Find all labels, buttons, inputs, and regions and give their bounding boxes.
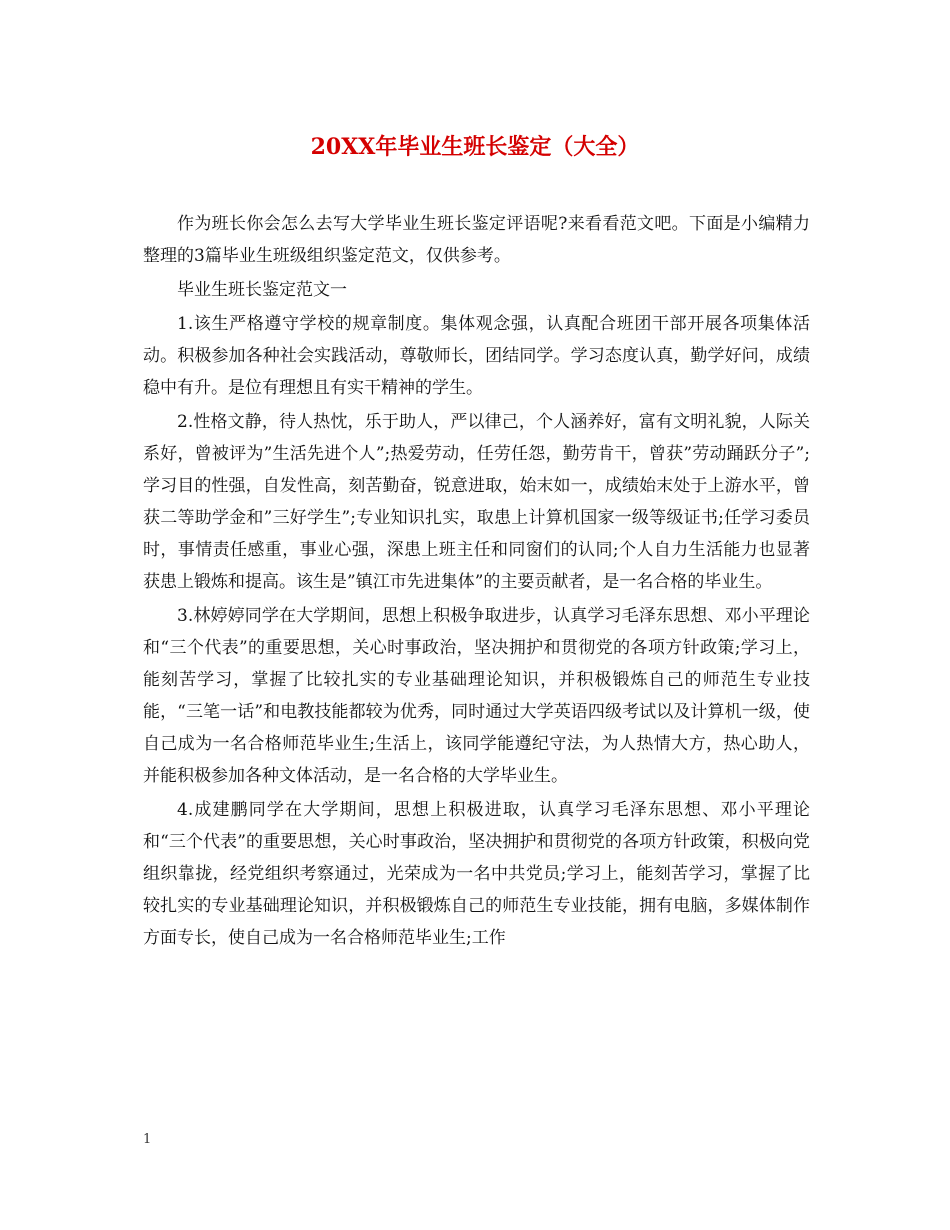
paragraph-item-2: 2.性格文静，待人热忱，乐于助人，严以律己，个人涵养好，富有文明礼貌，人际关系好，曾被评为”生活先进个人”;热爱劳动，任劳任怨，勤劳肯干，曾获”劳动踊跃分子”;学习目的性强，自发性高，刻苦勤奋，锐意进取，始末如一，成绩始末处于上游水平，曾获二等助学金和”三好学生”;专业知识扎实，取患上计算机国家一级等级证书;任学习委员时，事情责任感重，事业心强，深患上班主任和同窗们的认同;个人自力生活能力也显著获患上锻炼和提高。该生是”镇江市先进集体”的主要贡献者，是一名合格的毕业生。: [143, 412, 810, 592]
intro-paragraph: 作为班长你会怎么去写大学毕业生班长鉴定评语呢?来看看范文吧。下面是小编精力整理的3篇毕业生班级组织鉴定范文，仅供参考。: [143, 214, 810, 266]
page-number: 1: [143, 1132, 152, 1147]
document-body: [143, 208, 810, 956]
paragraph-item-4: 4.成建鹏同学在大学期间，思想上积极进取，认真学习毛泽东思想、邓小平理论和“三个代表”的重要思想，关心时事政治，坚决拥护和贯彻党的各项方针政策，积极向党组织靠拢，经党组织考察通过，光荣成为一名中共党员;学习上，能刻苦学习，掌握了比较扎实的专业基础理论知识，并积极锻炼自己的师范生专业技能，拥有电脑，多媒体制作方面专长，使自己成为一名合格师范毕业生;工作: [143, 800, 810, 948]
paragraph-item-1: 1.该生严格遵守学校的规章制度。集体观念强，认真配合班团干部开展各项集体活动。积极参加各种社会实践活动，尊敬师长，团结同学。学习态度认真，勤学好问，成绩稳中有升。是位有理想且有实干精神的学生。: [143, 314, 810, 398]
section-heading: 毕业生班长鉴定范文一: [177, 280, 347, 300]
document-title: 20XX年毕业生班长鉴定（大全）: [310, 134, 640, 160]
paragraph-item-3: 3.林婷婷同学在大学期间，思想上积极争取进步，认真学习毛泽东思想、邓小平理论和“三个代表”的重要思想，关心时事政治，坚决拥护和贯彻党的各项方针政策;学习上，能刻苦学习，掌握了比较扎实的专业基础理论知识，并积极锻炼自己的师范生专业技能，“三笔一话”和电教技能都较为优秀，同时通过大学英语四级考试以及计算机一级，使自己成为一名合格师范毕业生;生活上，该同学能遵纪守法，为人热情大方，热心助人，并能积极参加各种文体活动，是一名合格的大学毕业生。: [143, 606, 810, 786]
